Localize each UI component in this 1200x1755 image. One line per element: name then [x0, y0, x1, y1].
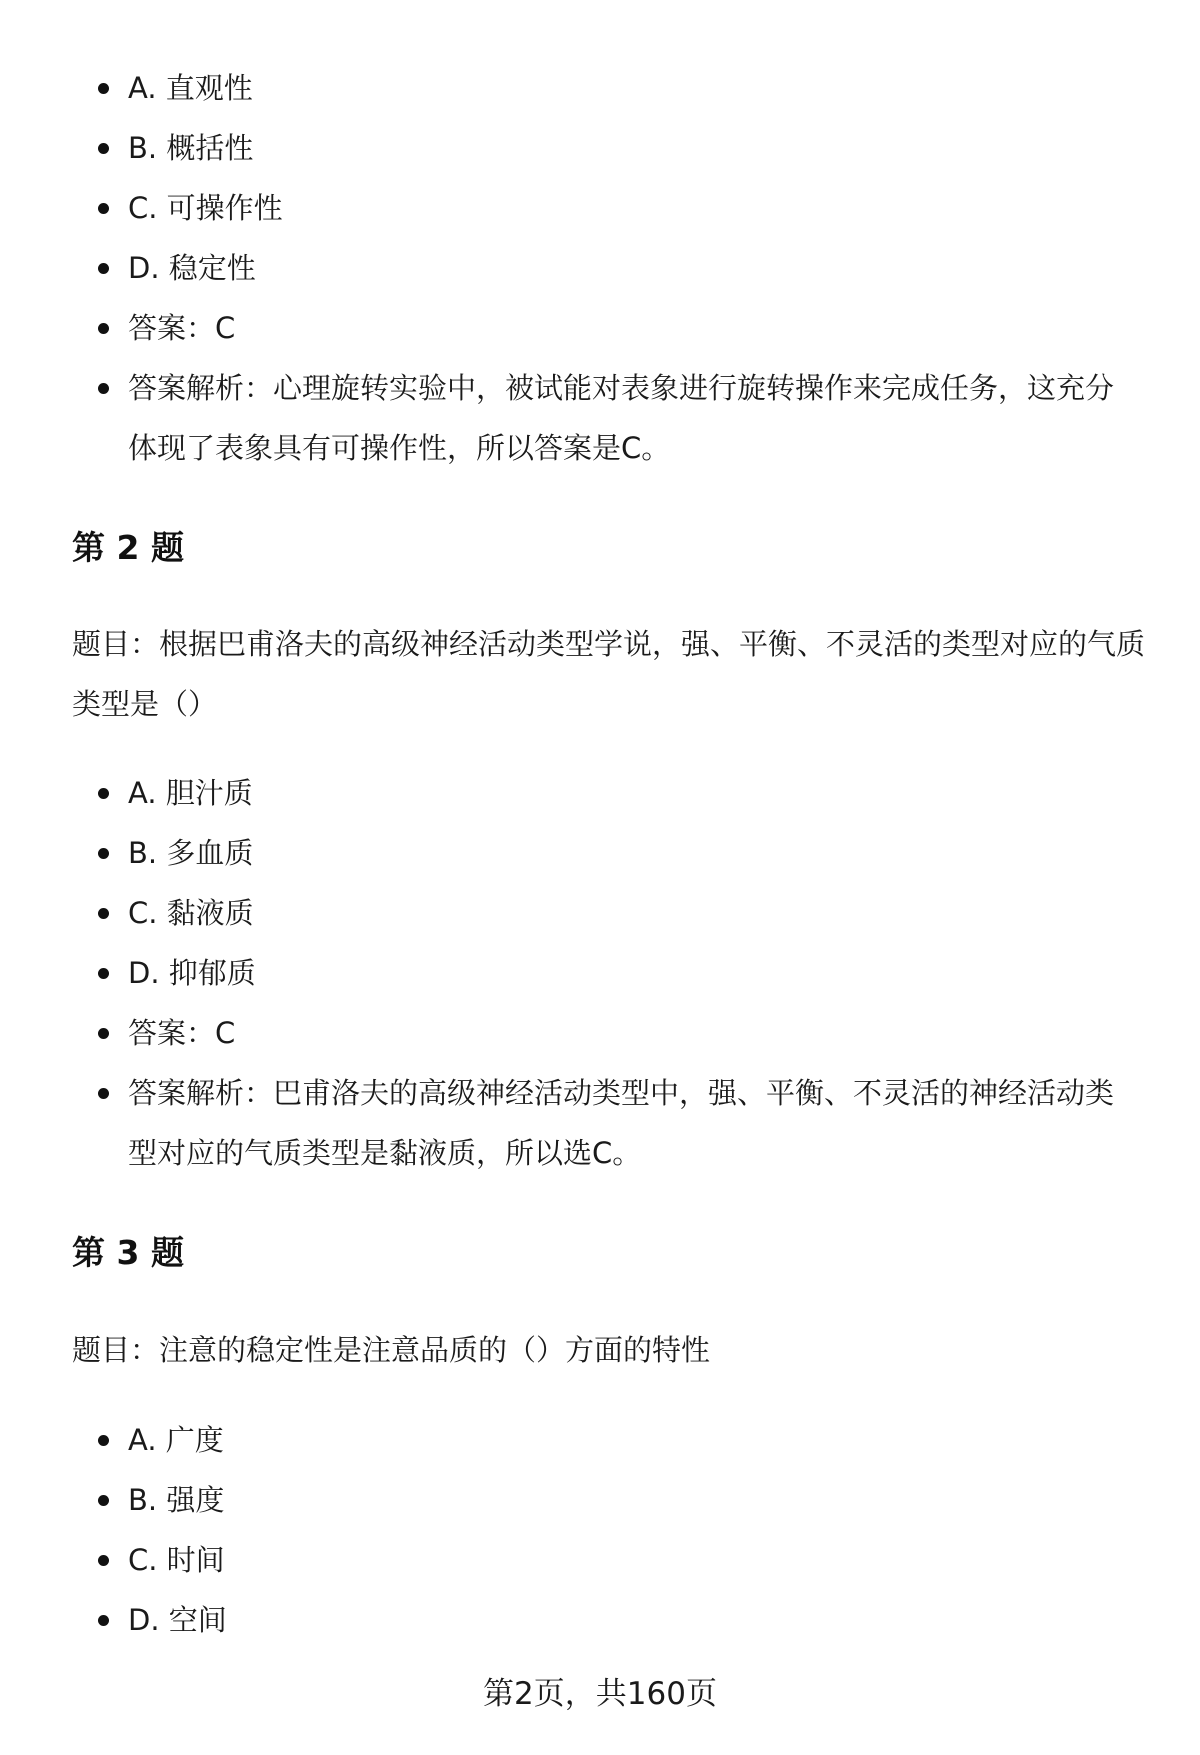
bullet-icon	[98, 203, 109, 214]
option-text: C. 时间	[128, 1543, 225, 1577]
option-text: B. 概括性	[128, 131, 254, 165]
q1-option-b	[0, 118, 1200, 178]
option-text: A. 胆汁质	[128, 776, 253, 810]
q1-option-c	[0, 178, 1200, 238]
q1-analysis	[0, 358, 1200, 478]
q2-option-c	[0, 883, 1200, 943]
q2-heading: 第 2 题	[72, 528, 184, 567]
q2-option-b	[0, 823, 1200, 883]
answer-text: 答案：C	[128, 1016, 236, 1050]
option-text: B. 强度	[128, 1483, 225, 1517]
bullet-icon	[98, 143, 109, 154]
q2-option-list	[0, 763, 1200, 1183]
q3-option-c	[0, 1530, 1200, 1590]
bullet-icon	[98, 383, 109, 394]
option-text: D. 空间	[128, 1603, 227, 1637]
q1-option-list	[0, 58, 1200, 478]
bullet-icon	[98, 263, 109, 274]
q1-option-d	[0, 238, 1200, 298]
analysis-text: 答案解析：巴甫洛夫的高级神经活动类型中，强、平衡、不灵活的神经活动类型对应的气质类型是黏液质，所以选C。	[128, 1076, 1115, 1170]
bullet-icon	[98, 1028, 109, 1039]
page-number-footer: 第2页，共160页	[483, 1676, 717, 1712]
bullet-icon	[98, 1555, 109, 1566]
q2-analysis	[0, 1063, 1200, 1183]
option-text: A. 广度	[128, 1423, 224, 1457]
bullet-icon	[98, 848, 109, 859]
bullet-icon	[98, 323, 109, 334]
q3-heading: 第 3 题	[72, 1233, 184, 1272]
q3-option-b	[0, 1470, 1200, 1530]
q3-question-text: 题目：注意的稳定性是注意品质的（）方面的特性	[72, 1333, 711, 1367]
q2-option-d	[0, 943, 1200, 1003]
bullet-icon	[98, 83, 109, 94]
option-text: C. 可操作性	[128, 191, 283, 225]
q2-option-a	[0, 763, 1200, 823]
option-text: C. 黏液质	[128, 896, 254, 930]
q3-option-a	[0, 1410, 1200, 1470]
bullet-icon	[98, 1615, 109, 1626]
bullet-icon	[98, 1435, 109, 1446]
option-text: B. 多血质	[128, 836, 254, 870]
option-text: D. 稳定性	[128, 251, 256, 285]
q3-option-d	[0, 1590, 1200, 1650]
q2-answer	[0, 1003, 1200, 1063]
q1-option-a	[0, 58, 1200, 118]
option-text: A. 直观性	[128, 71, 253, 105]
bullet-icon	[98, 1495, 109, 1506]
bullet-icon	[98, 788, 109, 799]
q1-answer	[0, 298, 1200, 358]
bullet-icon	[98, 1088, 109, 1099]
bullet-icon	[98, 968, 109, 979]
option-text: D. 抑郁质	[128, 956, 256, 990]
q3-option-list	[0, 1410, 1200, 1650]
bullet-icon	[98, 908, 109, 919]
analysis-text: 答案解析：心理旋转实验中，被试能对表象进行旋转操作来完成任务，这充分体现了表象具有可操作性，所以答案是C。	[128, 371, 1115, 465]
answer-text: 答案：C	[128, 311, 236, 345]
q2-question-text: 题目：根据巴甫洛夫的高级神经活动类型学说，强、平衡、不灵活的类型对应的气质类型是（）	[72, 627, 1146, 721]
